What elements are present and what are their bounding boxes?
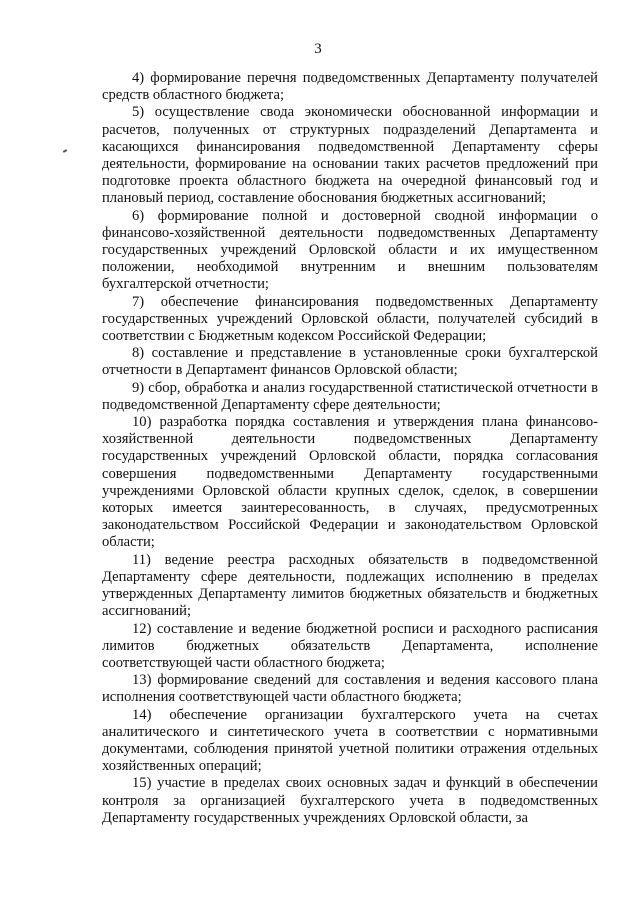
- paragraph-item-8: 8) составление и представление в установленные сроки бухгалтерской отчетности в Департамент финансов Орловской области;: [102, 345, 598, 379]
- paragraph-item-14: 14) обеспечение организации бухгалтерского учета на счетах аналитического и синтетического учета в соответствии с нормативными документами, соблюдения принятой учетной политики отражения отдельных хозяйственных операций;: [102, 706, 598, 775]
- page-number: 3: [314, 41, 322, 57]
- paragraph-item-15: 15) участие в пределах своих основных задач и функций в обеспечении контроля за организацией бухгалтерского учета в подведомственных Департаменту государственных учреждениях Орловской области, за: [102, 775, 598, 826]
- document-body: [102, 70, 598, 827]
- paragraph-item-10: 10) разработка порядка составления и утверждения плана финансово-хозяйственной деятельности подведомственных Департаменту государственных учреждений Орловской области, порядка согласования совершения подведомственными Департаменту государственными учреждениями Орловской области крупных сделок, сделок, в совершении которых имеется заинтересованность, в случаях, предусмотренных законодательством Российской Федерации и законодательством Орловской области;: [102, 414, 598, 551]
- paragraph-item-12: 12) составление и ведение бюджетной росписи и расходного расписания лимитов бюджетных обязательств Департамента, исполнение соответствующей части областного бюджета;: [102, 620, 598, 671]
- paragraph-item-7: 7) обеспечение финансирования подведомственных Департаменту государственных учреждений Орловской области, получателей субсидий в соответствии с Бюджетным кодексом Российской Федерации;: [102, 293, 598, 345]
- paragraph-item-11: 11) ведение реестра расходных обязательств в подведомственной Департаменту сфере деятельности, подлежащих исполнению в пределах утвержденных Департаменту лимитов бюджетных обязательств и бюджетных ассигнований;: [102, 551, 598, 620]
- paragraph-item-4: 4) формирование перечня подведомственных Департаменту получателей средств областного бюджета;: [102, 70, 598, 104]
- paragraph-item-13: 13) формирование сведений для составления и ведения кассового плана исполнения соответствующей части областного бюджета;: [102, 672, 598, 706]
- paragraph-item-5: 5) осуществление свода экономически обоснованной информации и расчетов, полученных от структурных подразделений Департамента и касающихся финансирования подведомственной Департаменту сферы деятельности, формирование на основании таких расчетов предложений при подготовке проекта областного бюджета на очередной финансовый год и плановый период, составление обоснования бюджетных ассигнований;: [102, 104, 598, 207]
- paragraph-item-6: 6) формирование полной и достоверной сводной информации о финансово-хозяйственной деятельности подведомственных Департаменту государственных учреждений Орловской области и их имущественном положении, необходимой внутренним и внешним пользователям бухгалтерской отчетности;: [102, 207, 598, 293]
- paragraph-item-9: 9) сбор, обработка и анализ государственной статистической отчетности в подведомственной Департаменту сфере деятельности;: [102, 379, 598, 413]
- scan-mark: [63, 149, 67, 153]
